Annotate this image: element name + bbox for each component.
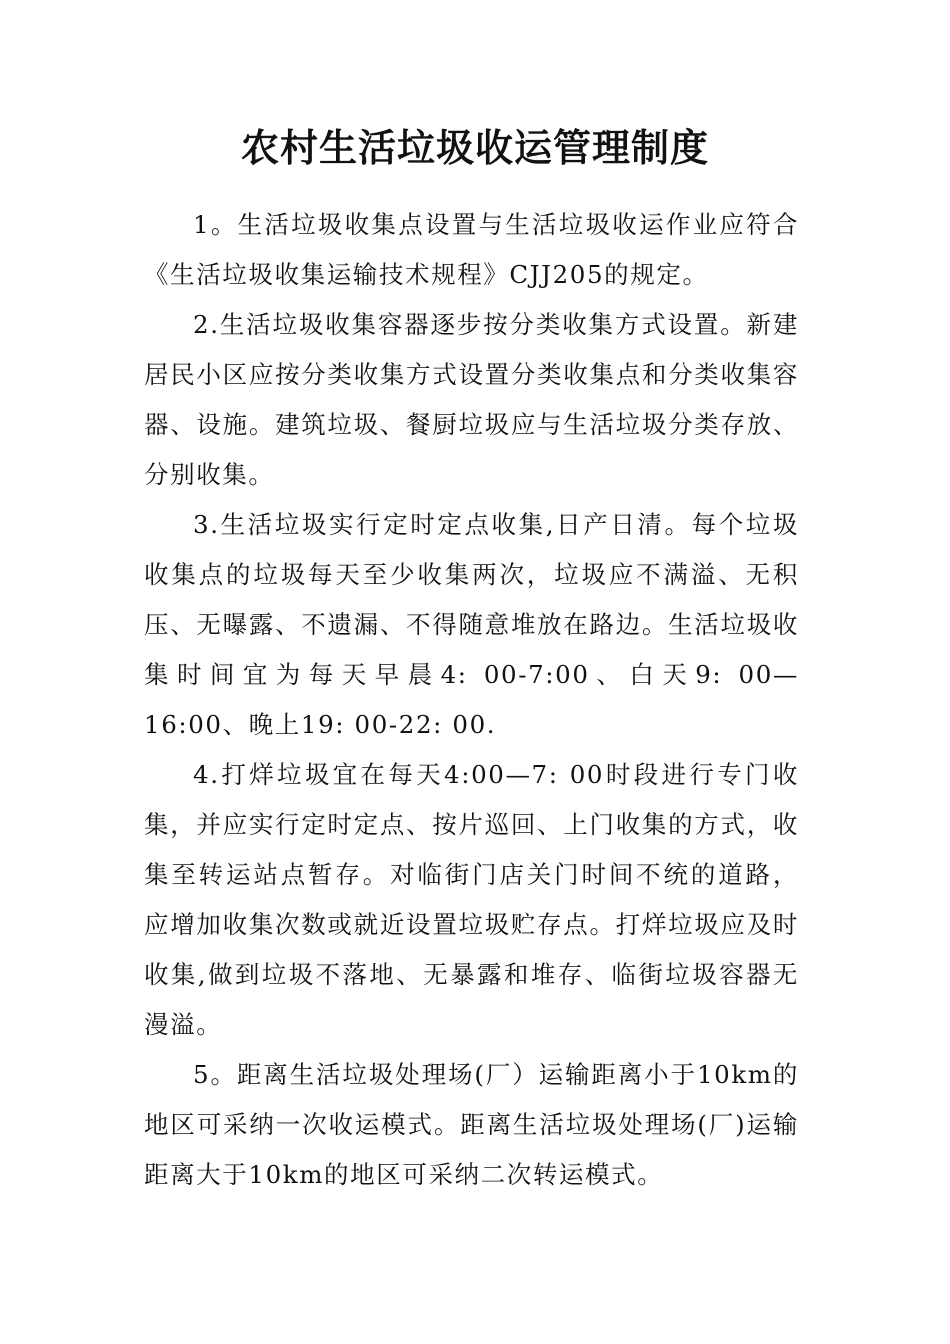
paragraph-4: 4.打烊垃圾宜在每天4:00—7: 00时段进行专门收集，并应实行定时定点、按片巡回、上门收集的方式，收集至转运站点暂存。对临街门店关门时间不统的道路， 应增加收集次数或就近设置垃圾贮存点。打烊垃圾应及时收集,做到垃圾不落地、无暴露和堆存、临街垃圾容器无漫溢。 — [144, 760, 799, 1039]
paragraph-2: 2.生活垃圾收集容器逐步按分类收集方式设置。新建居民小区应按分类收集方式设置分类收集点和分类收集容器、设施。建筑垃圾、餐厨垃圾应与生活垃圾分类存放、分别收集。 — [144, 310, 799, 489]
document-title: 农村生活垃圾收运管理制度 — [240, 125, 709, 170]
paragraph-1: 1。生活垃圾收集点设置与生活垃圾收运作业应符合《生活垃圾收集运输技术规程》CJJ205的规定。 — [144, 210, 799, 289]
paragraph-3: 3.生活垃圾实行定时定点收集,日产日清。每个垃圾收集点的垃圾每天至少收集两次，垃圾应不满溢、无积压、无曝露、不遗漏、不得随意堆放在路边。生活垃圾收集时间宜为每天早晨4: 00-7:00、白天9: 00—16:00、晚上19: 00-22: 00. — [144, 510, 799, 739]
document-body — [144, 200, 799, 1200]
paragraph-5: 5。距离生活垃圾处理场(厂）运输距离小于10km的地区可采纳一次收运模式。距离生活垃圾处理场(厂)运输距离大于10km的地区可采纳二次转运模式。 — [144, 1060, 799, 1189]
